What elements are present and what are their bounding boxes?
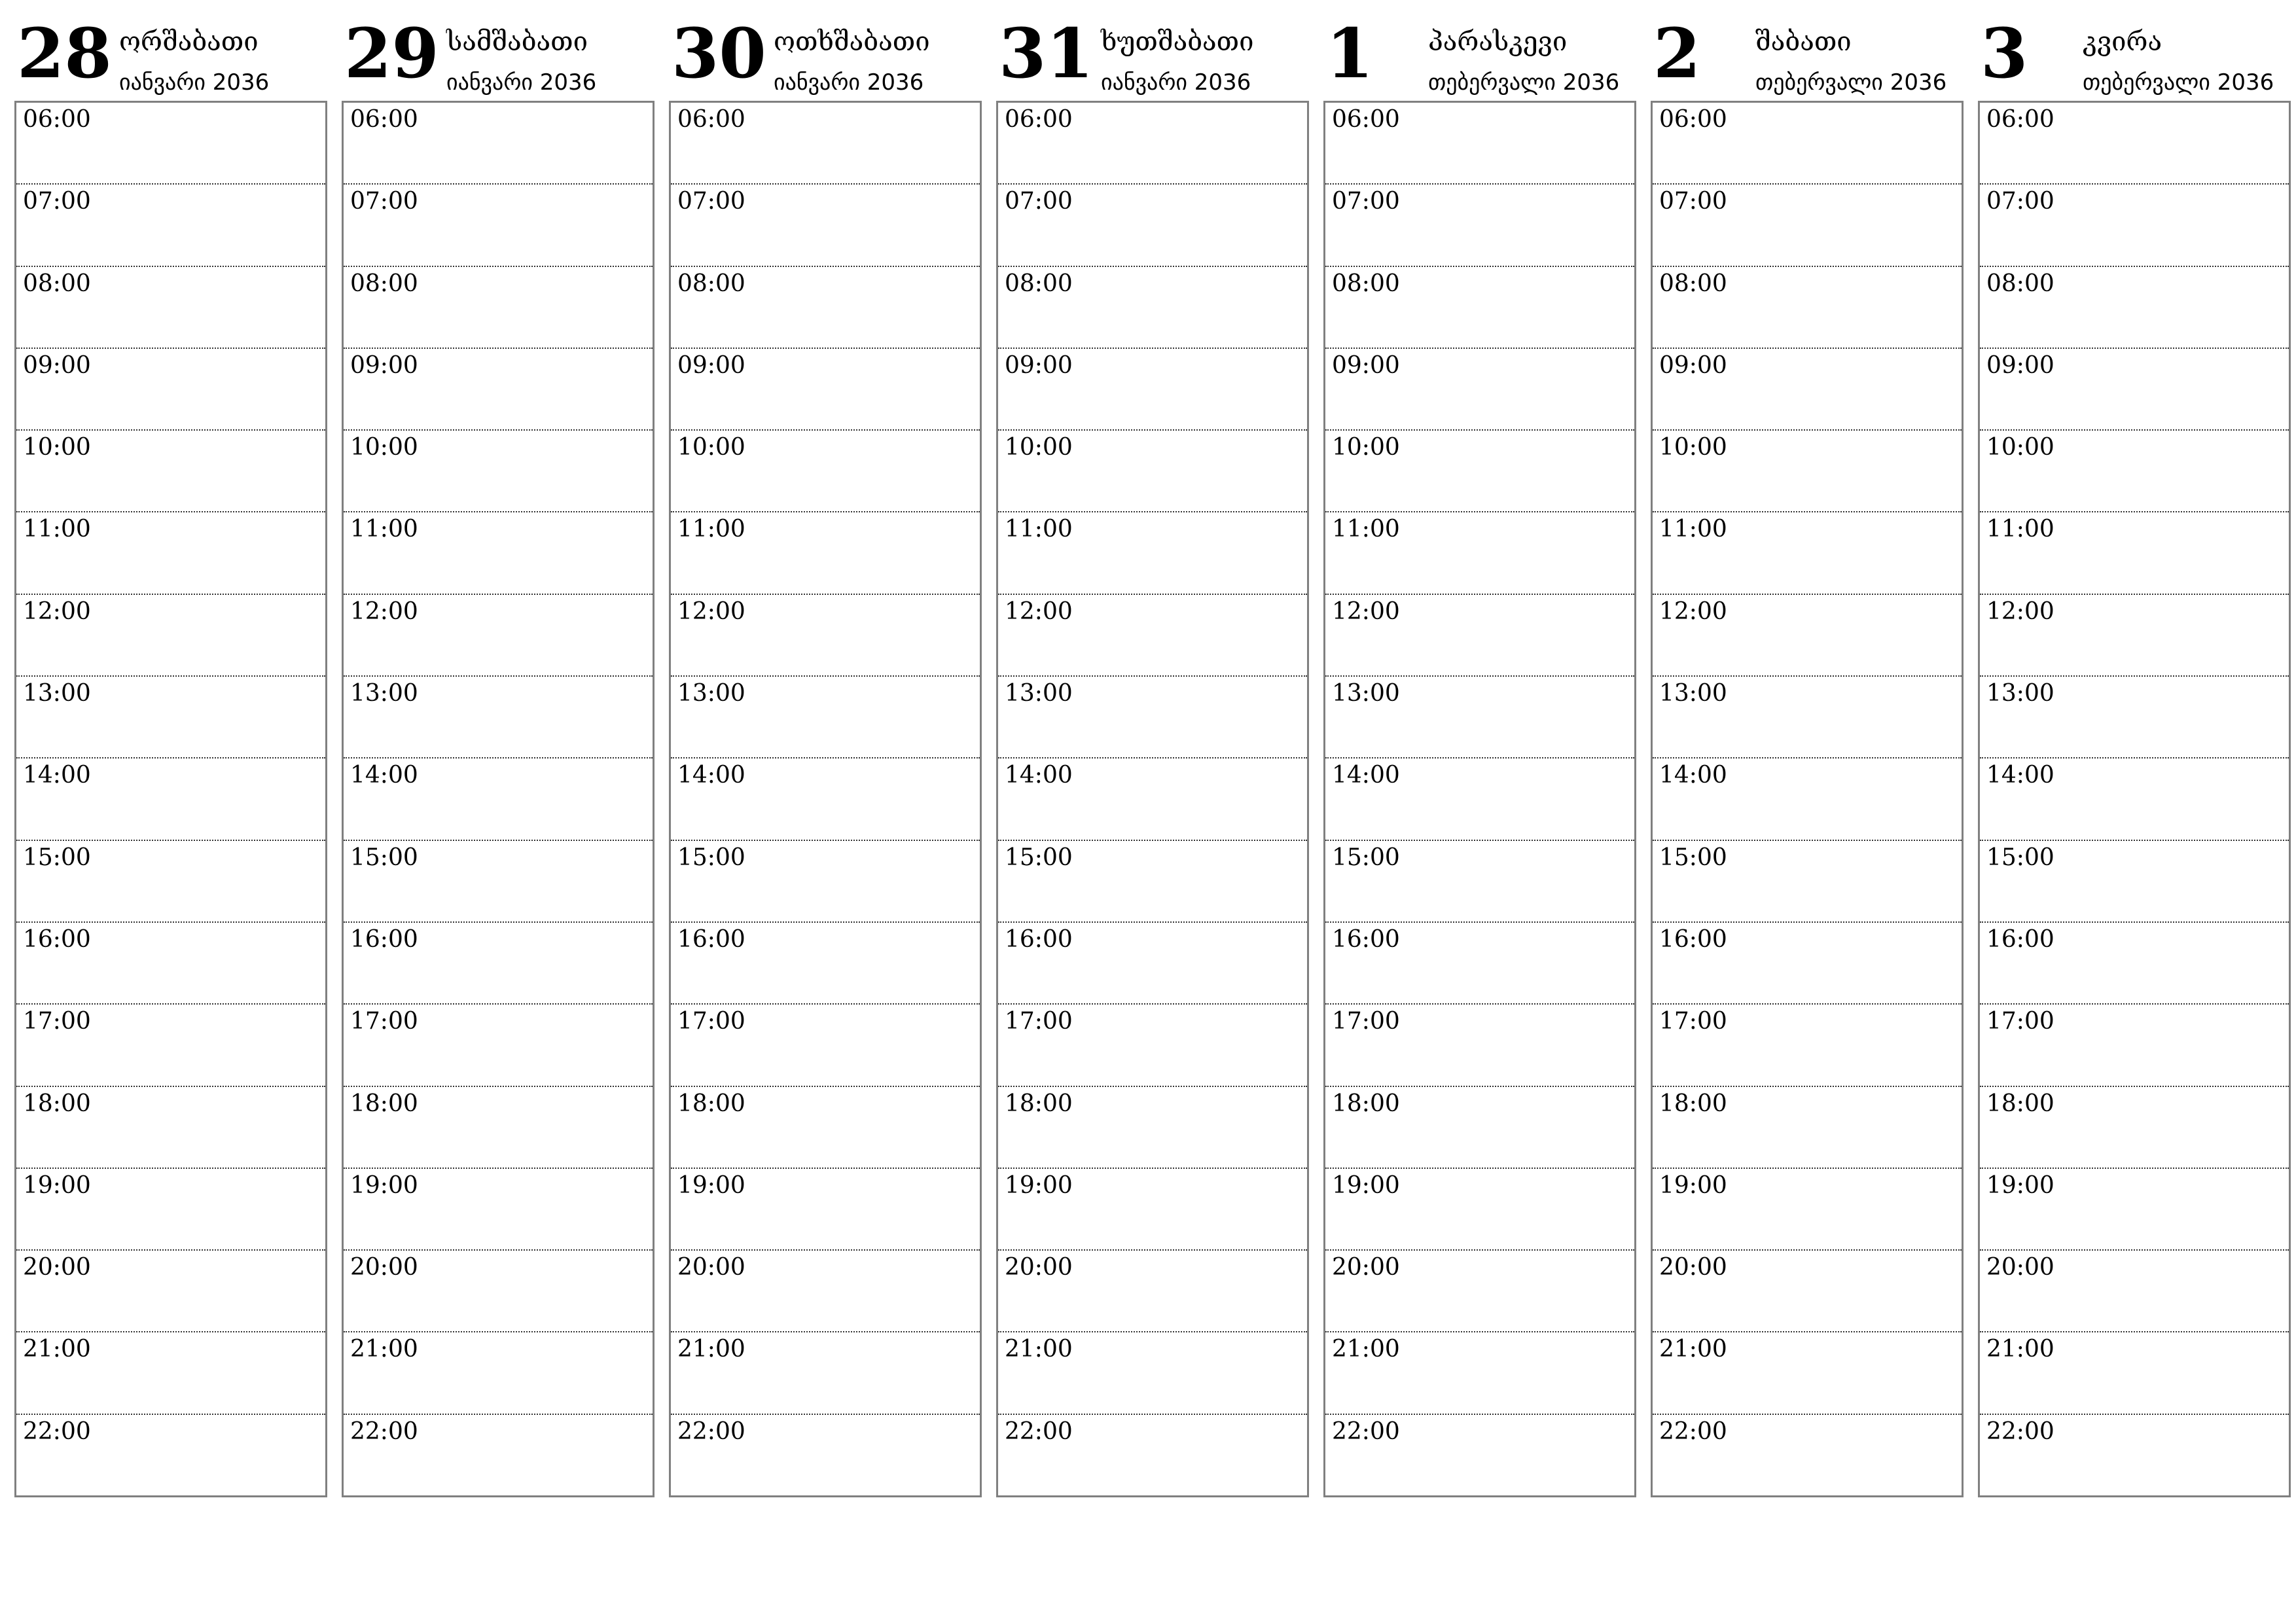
hour-label: 14:00 (1005, 762, 1073, 789)
hour-slot[interactable] (16, 349, 325, 431)
hour-slot[interactable] (344, 923, 653, 1005)
hour-slot[interactable] (998, 1332, 1307, 1414)
hour-slot[interactable] (1653, 185, 1962, 266)
hour-label: 15:00 (23, 844, 91, 871)
hour-label: 19:00 (1986, 1171, 2054, 1199)
hour-label: 16:00 (1005, 925, 1073, 953)
day-header (342, 13, 655, 101)
hour-label: 14:00 (23, 762, 91, 789)
day-header (669, 13, 982, 101)
hour-label: 11:00 (1332, 516, 1400, 543)
hour-slot[interactable] (1980, 841, 2289, 923)
hour-slot[interactable] (1325, 185, 1634, 266)
hour-slot[interactable] (344, 1087, 653, 1169)
hour-slot[interactable] (1653, 923, 1962, 1005)
hour-label: 18:00 (1332, 1090, 1400, 1117)
day-header (1978, 13, 2291, 101)
hour-label: 11:00 (23, 516, 91, 543)
hour-label: 15:00 (1005, 844, 1073, 871)
hour-label: 12:00 (23, 597, 91, 625)
hour-label: 22:00 (350, 1418, 418, 1445)
hour-slot[interactable] (1653, 267, 1962, 349)
hour-slot[interactable] (1325, 1005, 1634, 1086)
hour-slot[interactable] (16, 595, 325, 677)
hour-label: 07:00 (350, 188, 418, 215)
hour-slot[interactable] (16, 185, 325, 266)
hour-slot[interactable] (1653, 1332, 1962, 1414)
hour-slot[interactable] (1325, 1415, 1634, 1495)
hour-slot[interactable] (998, 349, 1307, 431)
hour-slot[interactable] (1325, 595, 1634, 677)
hour-slot[interactable] (344, 677, 653, 758)
hour-label: 09:00 (350, 351, 418, 379)
hour-label: 16:00 (1332, 925, 1400, 953)
hour-slot[interactable] (1980, 349, 2289, 431)
hour-label: 10:00 (23, 434, 91, 461)
hour-slot[interactable] (998, 1087, 1307, 1169)
hour-slot[interactable] (16, 512, 325, 594)
hour-slot[interactable] (1980, 103, 2289, 185)
hour-label: 20:00 (1332, 1254, 1400, 1281)
hour-label: 16:00 (1986, 925, 2054, 953)
hour-label: 20:00 (23, 1254, 91, 1281)
day-number: 29 (344, 13, 439, 94)
day-column-6 (1651, 13, 1964, 1497)
hour-slot[interactable] (671, 595, 980, 677)
hour-slot[interactable] (998, 1415, 1307, 1495)
hour-label: 20:00 (1005, 1254, 1073, 1281)
hour-slot[interactable] (344, 1005, 653, 1086)
weekday-name: ხუთშაბათი (1101, 27, 1254, 57)
hour-label: 12:00 (1986, 597, 2054, 625)
hour-label: 10:00 (677, 434, 745, 461)
hour-label: 12:00 (677, 597, 745, 625)
hour-slot[interactable] (998, 1251, 1307, 1332)
hour-slot[interactable] (1653, 431, 1962, 512)
hour-slot[interactable] (1325, 349, 1634, 431)
hour-label: 20:00 (1659, 1254, 1727, 1281)
hour-slot[interactable] (998, 677, 1307, 758)
hour-label: 15:00 (1332, 844, 1400, 871)
hour-slot[interactable] (1980, 1251, 2289, 1332)
hour-label: 13:00 (1986, 680, 2054, 707)
hour-label: 08:00 (1659, 270, 1727, 297)
hour-slot[interactable] (1980, 595, 2289, 677)
month-year: თებერვალი 2036 (1428, 69, 1620, 96)
hour-slot[interactable] (1325, 1251, 1634, 1332)
hour-label: 07:00 (1659, 188, 1727, 215)
hour-label: 08:00 (23, 270, 91, 297)
hour-label: 10:00 (1332, 434, 1400, 461)
hour-slot[interactable] (344, 1169, 653, 1251)
hours-box (996, 101, 1309, 1497)
hour-slot[interactable] (671, 758, 980, 840)
hour-slot[interactable] (16, 1415, 325, 1495)
hour-slot[interactable] (1980, 923, 2289, 1005)
day-column-7 (1978, 13, 2291, 1497)
hour-slot[interactable] (1980, 431, 2289, 512)
hour-label: 21:00 (350, 1336, 418, 1363)
hour-slot[interactable] (16, 1169, 325, 1251)
hour-slot[interactable] (671, 349, 980, 431)
hour-label: 13:00 (1005, 680, 1073, 707)
day-number: 2 (1653, 13, 1701, 94)
day-column-2 (342, 13, 655, 1497)
hour-label: 08:00 (1986, 270, 2054, 297)
hour-slot[interactable] (1980, 1005, 2289, 1086)
day-column-3 (669, 13, 982, 1497)
hour-label: 20:00 (677, 1254, 745, 1281)
hour-slot[interactable] (1325, 1332, 1634, 1414)
hour-label: 06:00 (350, 106, 418, 133)
hour-slot[interactable] (1653, 1005, 1962, 1086)
hour-label: 12:00 (1005, 597, 1073, 625)
hour-slot[interactable] (16, 841, 325, 923)
day-number: 31 (999, 13, 1094, 94)
hour-label: 11:00 (1986, 516, 2054, 543)
hour-label: 21:00 (1659, 1336, 1727, 1363)
hour-slot[interactable] (671, 841, 980, 923)
hour-label: 06:00 (1332, 106, 1400, 133)
hour-label: 11:00 (350, 516, 418, 543)
hour-slot[interactable] (1653, 1087, 1962, 1169)
hour-label: 22:00 (1005, 1418, 1073, 1445)
hour-label: 09:00 (1659, 351, 1727, 379)
hour-label: 14:00 (677, 762, 745, 789)
hour-slot[interactable] (998, 267, 1307, 349)
hour-slot[interactable] (1980, 1332, 2289, 1414)
hour-slot[interactable] (16, 1005, 325, 1086)
hour-label: 21:00 (1332, 1336, 1400, 1363)
hour-slot[interactable] (671, 677, 980, 758)
hour-slot[interactable] (344, 595, 653, 677)
hour-label: 19:00 (23, 1171, 91, 1199)
hour-slot[interactable] (998, 1169, 1307, 1251)
hour-slot[interactable] (1980, 677, 2289, 758)
hours-box (1651, 101, 1964, 1497)
hour-label: 15:00 (1659, 844, 1727, 871)
hour-label: 16:00 (1659, 925, 1727, 953)
hour-slot[interactable] (671, 185, 980, 266)
hour-label: 16:00 (23, 925, 91, 953)
hour-label: 11:00 (677, 516, 745, 543)
hour-label: 09:00 (23, 351, 91, 379)
weekday-name: ორშაბათი (119, 27, 259, 57)
hour-label: 22:00 (677, 1418, 745, 1445)
hour-slot[interactable] (344, 758, 653, 840)
hour-label: 21:00 (677, 1336, 745, 1363)
hour-slot[interactable] (1980, 758, 2289, 840)
hour-label: 11:00 (1005, 516, 1073, 543)
hour-slot[interactable] (671, 267, 980, 349)
month-year: იანვარი 2036 (1101, 69, 1251, 96)
weekday-name: სამშაბათი (446, 27, 588, 57)
hour-label: 09:00 (1986, 351, 2054, 379)
hour-label: 18:00 (23, 1090, 91, 1117)
hour-slot[interactable] (16, 923, 325, 1005)
hours-box (1323, 101, 1636, 1497)
day-header (14, 13, 327, 101)
hour-label: 16:00 (677, 925, 745, 953)
hour-slot[interactable] (1653, 1169, 1962, 1251)
hour-slot[interactable] (1653, 349, 1962, 431)
month-year: იანვარი 2036 (774, 69, 924, 96)
day-header (1323, 13, 1636, 101)
hour-slot[interactable] (1653, 758, 1962, 840)
hour-slot[interactable] (1653, 1415, 1962, 1495)
hour-label: 17:00 (350, 1008, 418, 1035)
hour-label: 14:00 (1332, 762, 1400, 789)
hour-label: 09:00 (1332, 351, 1400, 379)
hour-slot[interactable] (1980, 512, 2289, 594)
hour-slot[interactable] (344, 431, 653, 512)
hour-label: 08:00 (677, 270, 745, 297)
hour-label: 18:00 (350, 1090, 418, 1117)
hour-slot[interactable] (1325, 267, 1634, 349)
hour-label: 08:00 (350, 270, 418, 297)
weekday-name: ოთხშაბათი (774, 27, 930, 57)
month-year: იანვარი 2036 (446, 69, 597, 96)
hour-label: 19:00 (677, 1171, 745, 1199)
hour-label: 17:00 (677, 1008, 745, 1035)
day-number: 30 (672, 13, 766, 94)
hour-label: 09:00 (677, 351, 745, 379)
hour-label: 07:00 (677, 188, 745, 215)
hour-label: 19:00 (1659, 1171, 1727, 1199)
day-column-4 (996, 13, 1309, 1497)
month-year: თებერვალი 2036 (2083, 69, 2274, 96)
hour-slot[interactable] (1325, 1169, 1634, 1251)
hour-slot[interactable] (1653, 103, 1962, 185)
hour-slot[interactable] (16, 1251, 325, 1332)
hour-label: 12:00 (1659, 597, 1727, 625)
hour-slot[interactable] (16, 431, 325, 512)
hour-slot[interactable] (671, 431, 980, 512)
hour-label: 07:00 (1332, 188, 1400, 215)
hour-slot[interactable] (1325, 677, 1634, 758)
hours-box (1978, 101, 2291, 1497)
hour-slot[interactable] (671, 1251, 980, 1332)
hour-label: 07:00 (1005, 188, 1073, 215)
hour-label: 22:00 (1332, 1418, 1400, 1445)
hour-label: 17:00 (1332, 1008, 1400, 1035)
hour-slot[interactable] (344, 349, 653, 431)
hour-label: 11:00 (1659, 516, 1727, 543)
hour-label: 19:00 (1005, 1171, 1073, 1199)
hour-label: 18:00 (1986, 1090, 2054, 1117)
weekday-name: შაბათი (1755, 27, 1852, 57)
hour-label: 08:00 (1332, 270, 1400, 297)
hour-slot[interactable] (671, 1415, 980, 1495)
hour-slot[interactable] (1980, 185, 2289, 266)
hour-label: 18:00 (677, 1090, 745, 1117)
hour-slot[interactable] (1980, 1415, 2289, 1495)
hour-slot[interactable] (344, 512, 653, 594)
hour-label: 06:00 (677, 106, 745, 133)
hour-label: 06:00 (1659, 106, 1727, 133)
hour-label: 08:00 (1005, 270, 1073, 297)
hour-label: 10:00 (1986, 434, 2054, 461)
hour-label: 07:00 (1986, 188, 2054, 215)
hour-slot[interactable] (16, 758, 325, 840)
hour-label: 14:00 (1986, 762, 2054, 789)
hours-box (14, 101, 327, 1497)
hour-slot[interactable] (1653, 677, 1962, 758)
hour-slot[interactable] (344, 1251, 653, 1332)
hour-label: 15:00 (350, 844, 418, 871)
hour-slot[interactable] (344, 1332, 653, 1414)
hour-slot[interactable] (671, 923, 980, 1005)
hour-label: 07:00 (23, 188, 91, 215)
hour-slot[interactable] (1653, 512, 1962, 594)
hour-label: 13:00 (1659, 680, 1727, 707)
hour-slot[interactable] (998, 758, 1307, 840)
hour-slot[interactable] (1325, 923, 1634, 1005)
hour-label: 06:00 (1986, 106, 2054, 133)
hour-label: 21:00 (1005, 1336, 1073, 1363)
day-number: 1 (1326, 13, 1374, 94)
hour-label: 13:00 (23, 680, 91, 707)
hour-slot[interactable] (671, 1087, 980, 1169)
day-number: 28 (17, 13, 112, 94)
hour-label: 10:00 (1659, 434, 1727, 461)
hour-slot[interactable] (998, 431, 1307, 512)
day-header (996, 13, 1309, 101)
hour-label: 13:00 (350, 680, 418, 707)
hour-slot[interactable] (344, 267, 653, 349)
hour-label: 15:00 (1986, 844, 2054, 871)
weekly-planner (14, 13, 2291, 1497)
hour-slot[interactable] (671, 512, 980, 594)
month-year: თებერვალი 2036 (1755, 69, 1947, 96)
hour-label: 14:00 (350, 762, 418, 789)
hour-slot[interactable] (1325, 512, 1634, 594)
hour-slot[interactable] (16, 677, 325, 758)
hour-slot[interactable] (1325, 841, 1634, 923)
hour-slot[interactable] (16, 1332, 325, 1414)
hour-slot[interactable] (344, 841, 653, 923)
hour-label: 10:00 (1005, 434, 1073, 461)
hour-label: 17:00 (1986, 1008, 2054, 1035)
hour-label: 13:00 (1332, 680, 1400, 707)
hour-label: 17:00 (1659, 1008, 1727, 1035)
hour-slot[interactable] (1653, 595, 1962, 677)
month-year: იანვარი 2036 (119, 69, 270, 96)
hour-slot[interactable] (1325, 1087, 1634, 1169)
hour-slot[interactable] (671, 1169, 980, 1251)
hour-label: 16:00 (350, 925, 418, 953)
hour-label: 09:00 (1005, 351, 1073, 379)
hour-label: 19:00 (350, 1171, 418, 1199)
hours-box (669, 101, 982, 1497)
weekday-name: კვირა (2083, 27, 2162, 57)
hour-label: 21:00 (1986, 1336, 2054, 1363)
hour-slot[interactable] (344, 185, 653, 266)
hour-label: 06:00 (1005, 106, 1073, 133)
hour-label: 20:00 (350, 1254, 418, 1281)
hour-label: 13:00 (677, 680, 745, 707)
hour-slot[interactable] (671, 1005, 980, 1086)
hour-slot[interactable] (998, 841, 1307, 923)
hour-label: 19:00 (1332, 1171, 1400, 1199)
hour-label: 06:00 (23, 106, 91, 133)
hour-label: 22:00 (23, 1418, 91, 1445)
hour-slot[interactable] (998, 1005, 1307, 1086)
hour-slot[interactable] (1980, 1169, 2289, 1251)
hour-slot[interactable] (998, 512, 1307, 594)
hour-slot[interactable] (16, 1087, 325, 1169)
hour-label: 22:00 (1659, 1418, 1727, 1445)
hour-slot[interactable] (671, 1332, 980, 1414)
weekday-name: პარასკევი (1428, 27, 1568, 57)
hour-slot[interactable] (1653, 841, 1962, 923)
hour-slot[interactable] (1980, 1087, 2289, 1169)
hour-slot[interactable] (998, 185, 1307, 266)
hours-box (342, 101, 655, 1497)
hour-slot[interactable] (344, 1415, 653, 1495)
hour-slot[interactable] (1980, 267, 2289, 349)
hour-label: 14:00 (1659, 762, 1727, 789)
hour-label: 20:00 (1986, 1254, 2054, 1281)
day-header (1651, 13, 1964, 101)
hour-label: 17:00 (1005, 1008, 1073, 1035)
hour-label: 15:00 (677, 844, 745, 871)
hour-slot[interactable] (344, 103, 653, 185)
hour-slot[interactable] (998, 595, 1307, 677)
hour-label: 10:00 (350, 434, 418, 461)
hour-slot[interactable] (998, 923, 1307, 1005)
hour-slot[interactable] (1653, 1251, 1962, 1332)
hour-slot[interactable] (671, 103, 980, 185)
hour-slot[interactable] (998, 103, 1307, 185)
hour-label: 17:00 (23, 1008, 91, 1035)
hour-label: 21:00 (23, 1336, 91, 1363)
hour-label: 22:00 (1986, 1418, 2054, 1445)
hour-slot[interactable] (1325, 758, 1634, 840)
day-column-1 (14, 13, 327, 1497)
day-number: 3 (1981, 13, 2028, 94)
hour-label: 12:00 (350, 597, 418, 625)
hour-label: 18:00 (1659, 1090, 1727, 1117)
hour-slot[interactable] (1325, 431, 1634, 512)
hour-slot[interactable] (1325, 103, 1634, 185)
day-column-5 (1323, 13, 1636, 1497)
hour-slot[interactable] (16, 267, 325, 349)
hour-slot[interactable] (16, 103, 325, 185)
hour-label: 18:00 (1005, 1090, 1073, 1117)
hour-label: 12:00 (1332, 597, 1400, 625)
